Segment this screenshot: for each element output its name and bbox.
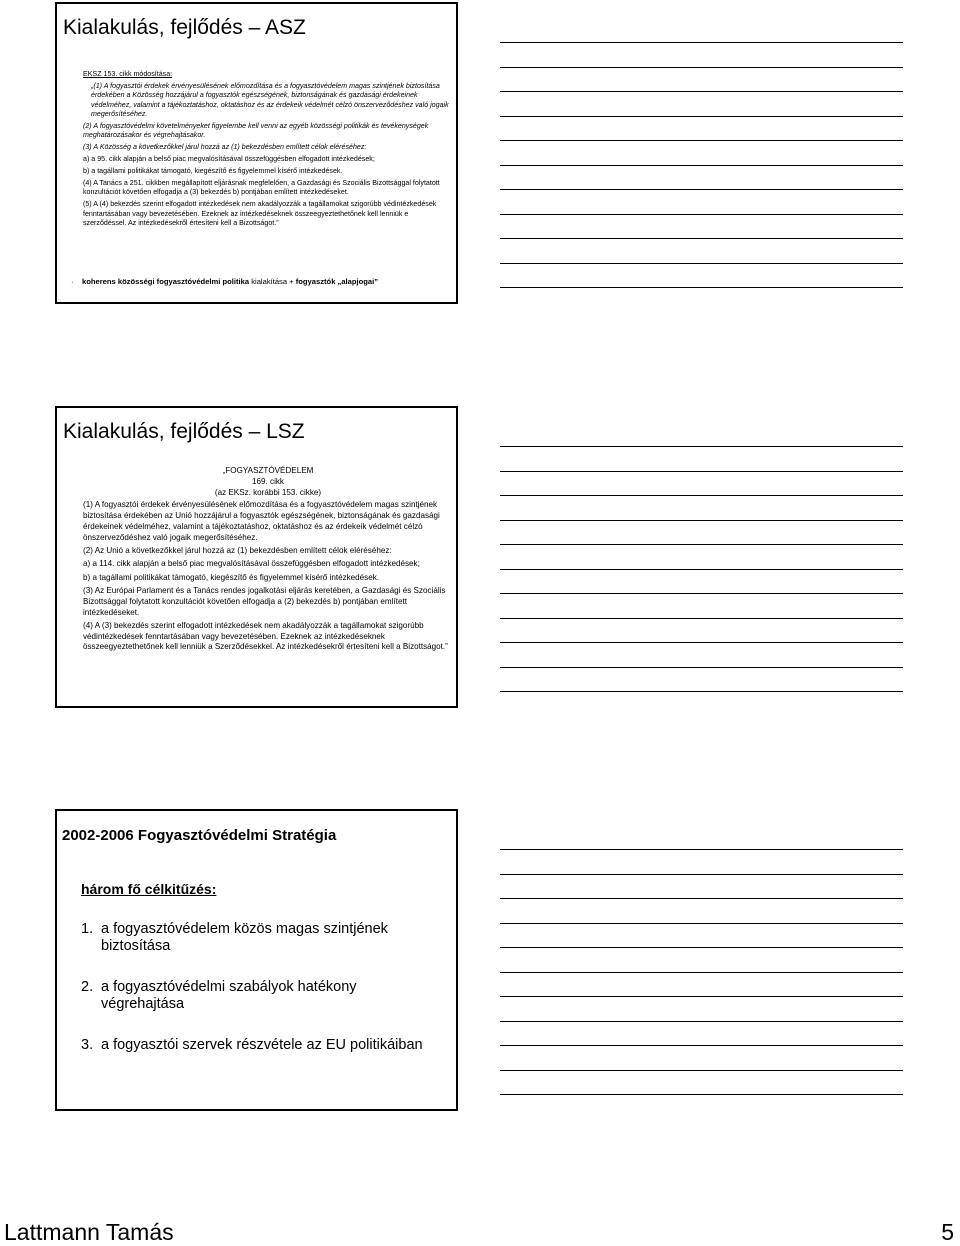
slide-2 [55, 406, 458, 708]
note-line [500, 495, 903, 497]
goal-list [81, 921, 441, 1078]
paragraph: b) a tagállami politikákat támogató, kiegészítő és figyelemmel kísérő intézkedések. [83, 167, 343, 176]
note-line [500, 593, 903, 595]
paragraph: (4) A (3) bekezdés szerint elfogadott intézkedések nem akadályozzák a tagállamokat szigorúbb védintézkedések fenntartásában vagy bevezetésében. Ezeknek az intézkedéseknek összeegyeztethetőnek kell lenniük a Szerződésekkel. Az intézkedésekről értesíteni kell a Bizottságot.” [83, 620, 448, 652]
note-line [500, 972, 903, 974]
note-line [500, 691, 903, 693]
paragraph: b) a tagállami politikákat támogató, kiegészítő és figyelemmel kísérő intézkedések. [83, 572, 380, 582]
note-line [500, 1021, 903, 1023]
note-line [500, 446, 903, 448]
center-line: 169. cikk [252, 476, 284, 486]
paragraph: (5) A (4) bekezdés szerint elfogadott intézkedések nem akadályozzák a tagállamokat szigorúbb védintézkedések fenntartásában vagy bevezetésében. Ezeknek az intézkedéseknek összeegyeztethetőnek kell lenniük e szerződéssel. Az intézkedésekről értesíteni kell a Bizottságot.” [83, 200, 437, 228]
note-line [500, 544, 903, 546]
bullet-bold: fogyasztók „alapjogai” [295, 277, 379, 286]
note-line [500, 165, 903, 167]
note-line [500, 471, 903, 473]
center-line: (az EKSz. korábbi 153. cikke) [214, 487, 322, 497]
slide-title: Kialakulás, fejlődés – LSZ [63, 420, 305, 443]
item-text: a fogyasztóvédelem közös magas szintjének biztosítása [101, 921, 388, 954]
note-line [500, 189, 903, 191]
slide-3 [55, 809, 458, 1111]
slide-body [83, 70, 453, 231]
note-line [500, 923, 903, 925]
article-heading [83, 466, 453, 498]
note-line [500, 238, 903, 240]
note-line [500, 898, 903, 900]
note-line [500, 874, 903, 876]
note-line [500, 287, 903, 289]
note-line [500, 42, 903, 44]
item-number: 1. [81, 921, 94, 937]
note-line [500, 996, 903, 998]
note-line [500, 947, 903, 949]
note-line [500, 1045, 903, 1047]
slide-1 [55, 2, 458, 304]
note-line [500, 116, 903, 118]
list-item [81, 1037, 441, 1054]
note-line [500, 849, 903, 851]
item-text: a fogyasztói szervek részvétele az EU politikáiban [101, 1037, 423, 1053]
bullet-icon: · [71, 277, 82, 286]
notes-lines-1 [500, 42, 903, 312]
paragraph: (2) Az Unió a következőkkel járul hozzá az (1) bekezdésben említett célok eléréséhez: [83, 546, 392, 556]
bullet-bold: koherens közösségi fogyasztóvédelmi politika [81, 277, 250, 286]
note-line [500, 1070, 903, 1072]
bullet-line [71, 277, 378, 286]
paragraph: (3) A Közösség a következőkkel járul hozzá az (1) bekezdésben említett célok eléréséhez: [83, 143, 367, 152]
note-line [500, 214, 903, 216]
note-line [500, 91, 903, 93]
paragraph: „(1) A fogyasztói érdekek érvényesülésének előmozdítása és a fogyasztóvédelem magas szintjének biztosítása érdekében a Közösség hozzájárul a fogyasztók egészségének, biztonságának és gazdasági érdekeinek védelméhez, valamint a tájékoztatáshoz, oktatáshoz és az érdekeik védelmét célzó önszerveződéshez való jogaik megerősítéséhez. [91, 81, 449, 119]
item-number: 3. [81, 1037, 94, 1053]
slide-title: 2002-2006 Fogyasztóvédelmi Stratégia [62, 827, 337, 844]
page-number: 5 [941, 1219, 954, 1245]
item-number: 2. [81, 979, 94, 995]
note-line [500, 667, 903, 669]
note-line [500, 140, 903, 142]
notes-lines-2 [500, 446, 903, 716]
note-line [500, 67, 903, 69]
item-text: a fogyasztóvédelmi szabályok hatékony végrehajtása [101, 979, 357, 1012]
footer-author: Lattmann Tamás [4, 1219, 174, 1245]
note-line [500, 569, 903, 571]
paragraph: (2) A fogyasztóvédelmi követelményeket figyelembe kell venni az egyéb közösségi politikák és tevékenységek meghatározásakor és végrehajtásakor. [83, 122, 429, 140]
notes-lines-3 [500, 849, 903, 1119]
note-line [500, 618, 903, 620]
bullet-text: kialakítása + [249, 277, 296, 286]
paragraph: a) a 114. cikk alapján a belső piac megvalósításával összefüggésben elfogadott intézkedések; [83, 559, 420, 569]
slide-body [83, 466, 453, 656]
paragraph: a) a 95. cikk alapján a belső piac megvalósításával összefüggésben elfogadott intézkedések; [83, 155, 375, 164]
center-line: „FOGYASZTÓVÉDELEM [222, 466, 314, 475]
paragraph: (3) Az Európai Parlament és a Tanács rendes jogalkotási eljárás keretében, a Gazdasági és Szociális Bizottsággal folytatott konzultációt követően elfogadja a (2) bekezdés b) pontjában említett intézkedéseket. [83, 585, 446, 617]
note-line [500, 520, 903, 522]
section-heading: EKSZ 153. cikk módosítása: [83, 70, 173, 78]
note-line [500, 263, 903, 265]
note-line [500, 642, 903, 644]
list-item [81, 921, 441, 955]
note-line [500, 1094, 903, 1096]
paragraph: (4) A Tanács a 251. cikkben megállapított eljárásnak megfelelően, a Gazdasági és Szociális Bizottsággal folytatott konzultációt követően elfogadja a (3) bekezdés b) pontjában említett intézkedéseket. [83, 179, 440, 197]
list-item [81, 979, 441, 1013]
slide-title: Kialakulás, fejlődés – ASZ [63, 16, 306, 39]
paragraph: (1) A fogyasztói érdekek érvényesülésének előmozdítása és a fogyasztóvédelem magas szintjének biztosítása érdekében az Unió hozzájárul a fogyasztók egészségének, biztonságának és gazdasági érdekeinek védelméhez, valamint a tájékoztatáshoz, oktatáshoz és az érdekeik védelmét célzó önszerveződéshez való jogaik megerősítéséhez. [83, 500, 440, 542]
slide-subtitle: három fő célkitűzés: [81, 881, 217, 897]
